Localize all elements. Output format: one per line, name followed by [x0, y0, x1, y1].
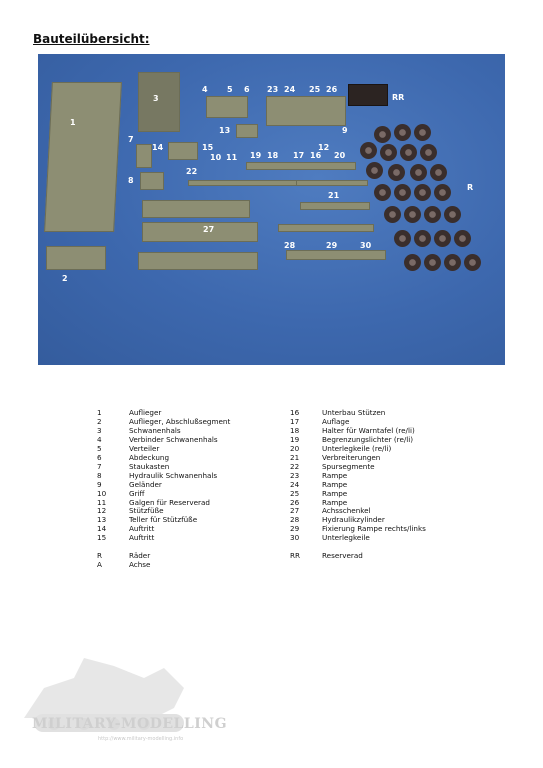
- photo-label: 4: [202, 85, 208, 94]
- wheel: [414, 124, 431, 141]
- legend-num: 14: [97, 524, 107, 534]
- legend-right: [290, 409, 426, 561]
- wheel: [444, 254, 461, 271]
- photo-label: 10: [210, 153, 222, 162]
- legend-row: [97, 436, 230, 445]
- legend-num: 27: [290, 506, 300, 516]
- legend-num: 22: [290, 461, 300, 471]
- wheel: [360, 142, 377, 159]
- legend-row: [97, 534, 230, 543]
- legend-text: Galgen für Reserverad: [129, 497, 210, 507]
- wheel: [374, 184, 391, 201]
- legend-num: 10: [97, 488, 107, 498]
- photo-label: 12: [318, 143, 330, 152]
- wheel: [424, 206, 441, 223]
- photo-label: 24: [284, 85, 296, 94]
- legend-text: Verbreiterungen: [322, 452, 381, 462]
- wheel: [410, 164, 427, 181]
- photo-label: R: [467, 183, 474, 192]
- legend-text: Stützfüße: [129, 506, 164, 516]
- legend-text: Rampe: [322, 497, 348, 507]
- wheel: [388, 164, 405, 181]
- part-small-group-1: [206, 96, 248, 118]
- photo-label: 25: [309, 85, 321, 94]
- legend-left: [97, 409, 230, 570]
- legend-row: [290, 534, 426, 543]
- watermark-url: http://www.military-modelling.info: [98, 736, 184, 742]
- legend-row: [290, 481, 426, 490]
- legend-text: Hydraulikzylinder: [322, 515, 385, 525]
- legend-num: 9: [97, 479, 102, 489]
- legend-num: 3: [97, 425, 102, 435]
- legend-row: [97, 525, 230, 534]
- legend-text: Auflieger: [129, 408, 162, 417]
- legend-text: Rampe: [322, 470, 348, 480]
- photo-label: 8: [128, 176, 134, 185]
- legend-num: 13: [97, 515, 107, 525]
- part-box-7: [136, 144, 152, 168]
- photo-label: 22: [186, 167, 198, 176]
- part-sprue-3: [138, 252, 258, 270]
- legend-num: 19: [290, 434, 300, 444]
- legend-text: Unterlegkeile: [322, 533, 370, 543]
- legend-text: Rampe: [322, 479, 348, 489]
- watermark-text: MILITARY-MODELLING: [32, 716, 228, 732]
- part-trailer-bed: [44, 82, 122, 232]
- wheel: [374, 126, 391, 143]
- wheel: [464, 254, 481, 271]
- legend-text: Verteiler: [129, 443, 160, 453]
- legend-num: 12: [97, 506, 107, 516]
- part-strip-28: [278, 224, 374, 232]
- legend-num: 24: [290, 479, 300, 489]
- legend-row: [290, 552, 426, 561]
- photo-label: RR: [392, 93, 405, 102]
- legend-text: Auftritt: [129, 533, 155, 543]
- legend-num: 15: [97, 533, 107, 543]
- legend-num: 11: [97, 497, 107, 507]
- wheel: [394, 184, 411, 201]
- part-sprue-1: [142, 200, 250, 218]
- photo-label: 9: [342, 126, 348, 135]
- wheel: [444, 206, 461, 223]
- legend-num: 21: [290, 452, 300, 462]
- photo-label: 26: [326, 85, 338, 94]
- legend-text: Hydraulik Schwanenhals: [129, 470, 218, 480]
- legend-spacer: [97, 543, 230, 552]
- wheel: [404, 206, 421, 223]
- photo-label: 30: [360, 241, 372, 250]
- legend-num: 26: [290, 497, 300, 507]
- legend-num: 2: [97, 416, 102, 426]
- legend-text: Auftritt: [129, 524, 155, 534]
- photo-label: 19: [250, 151, 262, 160]
- legend-row: [290, 409, 426, 418]
- legend-text: Begrenzungslichter (re/li): [322, 434, 414, 444]
- photo-label: 28: [284, 241, 296, 250]
- tank-watermark-icon: [14, 648, 204, 748]
- photo-label: 15: [202, 143, 214, 152]
- part-small-group-2: [236, 124, 258, 138]
- part-strip-21: [296, 180, 368, 186]
- legend-num: 28: [290, 515, 300, 525]
- legend-text: Rampe: [322, 488, 348, 498]
- legend-text: Auflieger, Abschlußsegment: [129, 416, 231, 426]
- photo-label: 29: [326, 241, 338, 250]
- legend-num: 30: [290, 533, 300, 543]
- legend-row: [290, 472, 426, 481]
- part-sprue-27: [142, 222, 258, 242]
- legend-text: Abdeckung: [129, 452, 170, 462]
- legend-text: Geländer: [129, 479, 162, 489]
- part-spare-wheel-holder: [348, 84, 388, 106]
- legend-num: 20: [290, 443, 300, 453]
- legend-row: [290, 463, 426, 472]
- photo-label: 3: [153, 94, 159, 103]
- photo-label: 5: [227, 85, 233, 94]
- legend-row: [97, 516, 230, 525]
- part-ramps: [266, 96, 346, 126]
- legend-row: [97, 561, 230, 570]
- legend-num: 5: [97, 443, 102, 453]
- legend-text: Fixierung Rampe rechts/links: [322, 524, 426, 534]
- wheel: [404, 254, 421, 271]
- legend-num: 7: [97, 461, 102, 471]
- legend-text: Verbinder Schwanenhals: [129, 434, 218, 444]
- legend-text: Auflage: [322, 416, 350, 426]
- legend-text: Teller für Stützfüße: [129, 515, 198, 525]
- wheel: [380, 144, 397, 161]
- wheel: [420, 144, 437, 161]
- legend-num: 17: [290, 416, 300, 426]
- photo-label: 21: [328, 191, 340, 200]
- legend-num: R: [97, 551, 102, 561]
- legend-num: 1: [97, 408, 102, 417]
- photo-label: 1: [70, 118, 76, 127]
- photo-label: 16: [310, 151, 322, 160]
- wheel: [434, 230, 451, 247]
- legend-text: Achse: [129, 560, 151, 570]
- part-trailer-end: [46, 246, 106, 270]
- legend-num: RR: [290, 551, 300, 561]
- photo-label: 18: [267, 151, 279, 160]
- legend-text: Halter für Warntafel (re/li): [322, 425, 415, 435]
- wheel: [394, 230, 411, 247]
- part-box-8: [140, 172, 164, 190]
- photo-label: 27: [203, 225, 215, 234]
- legend-row: [97, 472, 230, 481]
- legend-num: 6: [97, 452, 102, 462]
- legend-num: 4: [97, 434, 102, 444]
- wheel: [366, 162, 383, 179]
- page-title: Bauteilübersicht:: [33, 32, 150, 46]
- wheel: [400, 144, 417, 161]
- legend-num: 8: [97, 470, 102, 480]
- photo-label: 7: [128, 135, 134, 144]
- legend-text: Staukasten: [129, 461, 170, 471]
- legend-text: Griff: [129, 488, 145, 498]
- legend-num: 23: [290, 470, 300, 480]
- legend-text: Unterlegkeile (re/li): [322, 443, 392, 453]
- legend-text: Räder: [129, 551, 151, 561]
- wheel: [394, 124, 411, 141]
- photo-label: 11: [226, 153, 238, 162]
- part-strip-21b: [300, 202, 370, 210]
- legend-text: Spursegmente: [322, 461, 375, 471]
- part-strip-29: [286, 250, 386, 260]
- parts-photo: [38, 54, 505, 365]
- photo-label: 13: [219, 126, 231, 135]
- legend-text: Unterbau Stützen: [322, 408, 386, 417]
- wheel: [414, 184, 431, 201]
- photo-label: 20: [334, 151, 346, 160]
- photo-label: 2: [62, 274, 68, 283]
- legend-text: Achsschenkel: [322, 506, 371, 516]
- wheel: [424, 254, 441, 271]
- wheel: [454, 230, 471, 247]
- legend-num: 16: [290, 408, 300, 417]
- legend-text: Reserverad: [322, 551, 363, 561]
- legend-num: 18: [290, 425, 300, 435]
- wheel: [414, 230, 431, 247]
- legend-text: Schwanenhals: [129, 425, 181, 435]
- photo-label: 23: [267, 85, 279, 94]
- legend-row: [97, 552, 230, 561]
- part-strip-22: [188, 180, 298, 186]
- legend-row: [97, 481, 230, 490]
- part-strip-19: [246, 162, 356, 170]
- legend-row: [290, 490, 426, 499]
- legend-num: 25: [290, 488, 300, 498]
- wheel: [434, 184, 451, 201]
- photo-label: 17: [293, 151, 305, 160]
- photo-label: 6: [244, 85, 250, 94]
- wheel: [384, 206, 401, 223]
- photo-label: 14: [152, 143, 164, 152]
- legend-num: 29: [290, 524, 300, 534]
- legend-num: A: [97, 560, 102, 570]
- part-box-14: [168, 142, 198, 160]
- wheel: [430, 164, 447, 181]
- part-gooseneck: [138, 72, 180, 132]
